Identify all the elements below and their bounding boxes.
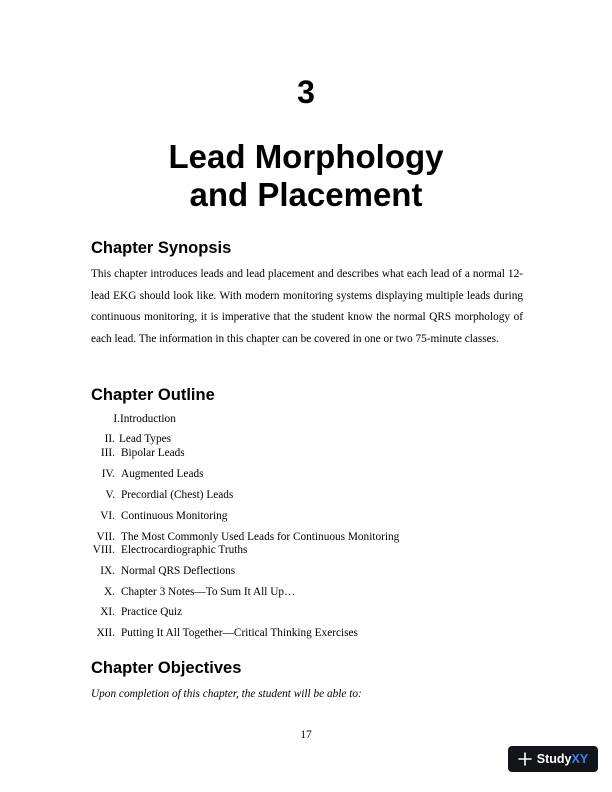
outline-item-number: VII. [96, 531, 115, 543]
chapter-title-line-2: and Placement [189, 176, 423, 213]
plus-icon [518, 752, 532, 766]
outline-item-text: Normal QRS Deflections [121, 565, 236, 577]
outline-item-number: I. [113, 413, 120, 425]
outline-item-text: Introduction [120, 413, 176, 425]
outline-item-text: Chapter 3 Notes—To Sum It All Up… [121, 586, 296, 598]
outline-item-number: IX. [100, 565, 115, 577]
outline-item-number: X. [104, 586, 115, 598]
outline-item-number: V. [105, 489, 115, 501]
studyxy-badge[interactable] [508, 746, 598, 772]
outline-item-number: XI. [100, 606, 115, 618]
outline-item-text: Lead Types [119, 433, 172, 445]
objectives-intro: Upon completion of this chapter, the student will be able to: [91, 688, 362, 700]
page-number: 17 [300, 729, 312, 741]
outline-item-number: VIII. [92, 544, 115, 556]
badge-brand-study: Study [536, 752, 572, 766]
outline-item-text: Augmented Leads [121, 468, 204, 480]
outline-heading: Chapter Outline [91, 386, 215, 404]
chapter-title-line-1: Lead Morphology [168, 138, 444, 175]
chapter-title [0, 138, 612, 214]
badge-brand-xy: XY [571, 752, 589, 766]
outline-item-number: XII. [96, 627, 115, 639]
outline-item-text: Continuous Monitoring [121, 510, 228, 522]
outline-item-text: Putting It All Together—Critical Thinking Exercises [121, 627, 358, 639]
badge-brand [537, 752, 588, 766]
outline-item-number: IV. [101, 468, 115, 480]
outline-item-number: II. [104, 433, 115, 445]
outline-item-text: Precordial (Chest) Leads [121, 489, 234, 501]
chapter-number: 3 [297, 74, 315, 110]
synopsis-paragraph: This chapter introduces leads and lead placement and describes what each lead of a normal 12-lead EKG should look like. With modern monitoring systems displaying multiple leads during continuous monitoring, it is imperative that the student know the normal QRS morphology of each lead. The information in this chapter can be covered in one or two 75-minute classes. [91, 268, 523, 345]
outline-item-text: Electrocardiographic Truths [121, 544, 248, 556]
outline-item-number: VI. [100, 510, 115, 522]
outline-item-number: III. [100, 447, 115, 459]
objectives-heading: Chapter Objectives [91, 659, 242, 677]
outline-item-text: Bipolar Leads [121, 447, 185, 459]
outline-item-text: The Most Commonly Used Leads for Continuous Monitoring [121, 531, 400, 543]
outline-item-text: Practice Quiz [121, 606, 183, 618]
synopsis-heading: Chapter Synopsis [91, 239, 232, 257]
